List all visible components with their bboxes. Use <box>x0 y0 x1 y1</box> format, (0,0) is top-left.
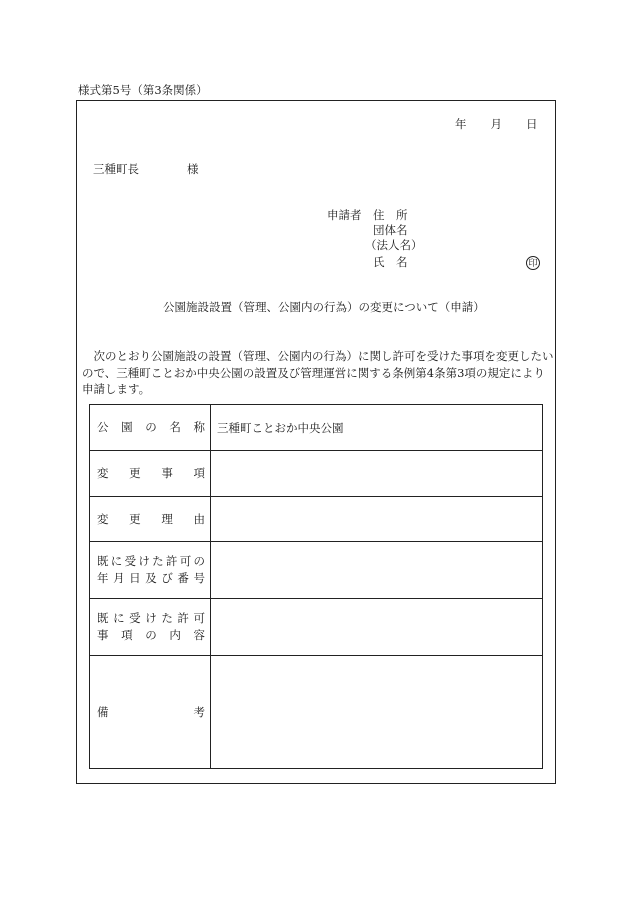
change-reason-field[interactable] <box>211 497 543 542</box>
row-label <box>90 451 211 497</box>
body-line: 次のとおり公園施設の設置（管理、公園内の行為）に関し許可を受けた事項を変更したい <box>82 349 554 363</box>
label-char: 項 <box>193 466 205 480</box>
form-number: 様式第5号（第3条関係） <box>78 83 208 97</box>
label-char: の <box>145 628 157 642</box>
body-line: ので、三種町ことおか中央公園の設置及び管理運営に関する条例第4条第3項の規定により <box>82 365 545 380</box>
table-row-remarks <box>90 656 543 769</box>
label-char: 変 <box>97 466 109 480</box>
label-char: 既 <box>97 611 109 625</box>
address-label: 住 所 <box>373 208 408 222</box>
label-line <box>97 610 205 627</box>
row-label <box>90 599 211 656</box>
label-char: 既 <box>97 554 109 568</box>
applicant-label: 申請者 <box>327 208 362 222</box>
label-char: 事 <box>97 628 109 642</box>
label-char: 由 <box>193 511 205 526</box>
label-char: 可 <box>193 611 205 625</box>
label-char: 変 <box>97 511 109 526</box>
corporation-label: （法人名） <box>365 238 423 252</box>
label-char: け <box>138 554 150 568</box>
row-label <box>90 405 211 451</box>
label-char: 更 <box>129 511 141 526</box>
label-char: 許 <box>165 554 178 568</box>
label-char: 年 <box>97 571 109 585</box>
label-char: の <box>145 420 157 434</box>
label-char: 可 <box>179 554 192 568</box>
table-row-permit-date-number <box>90 542 543 599</box>
addressee-honorific: 様 <box>187 162 199 176</box>
label-char: け <box>145 611 157 625</box>
document-title: 公園施設設置（管理、公園内の行為）の変更について（申請） <box>163 300 485 314</box>
row-label <box>90 656 211 769</box>
row-label <box>90 497 211 542</box>
date-month-label: 月 <box>490 117 502 131</box>
label-char: 考 <box>193 704 205 719</box>
label-char: の <box>193 554 205 568</box>
label-char: 事 <box>161 466 173 480</box>
label-char: 許 <box>177 611 189 625</box>
row-label <box>90 542 211 599</box>
permit-date-number-field[interactable] <box>211 542 543 599</box>
label-char: 備 <box>97 704 109 719</box>
label-line <box>97 419 205 436</box>
park-name-value: 三種町ことおか中央公園 <box>211 405 543 451</box>
label-char: 名 <box>169 420 181 434</box>
label-char: 日 <box>129 571 141 585</box>
label-char: に <box>113 611 125 625</box>
details-table <box>89 404 543 769</box>
label-char: 号 <box>193 571 205 585</box>
label-char: び <box>161 571 173 585</box>
label-char: 更 <box>129 466 141 480</box>
label-char: 理 <box>161 511 173 526</box>
date-line <box>455 119 538 131</box>
seal-mark: 印 <box>526 256 540 270</box>
permit-content-field[interactable] <box>211 599 543 656</box>
label-char: 内 <box>169 628 181 642</box>
remarks-field[interactable] <box>211 656 543 769</box>
label-line <box>97 570 205 587</box>
label-line <box>97 553 205 570</box>
label-char: 容 <box>193 628 205 642</box>
label-char: 称 <box>193 420 205 434</box>
label-line <box>97 627 205 644</box>
organization-label: 団体名 <box>373 223 408 237</box>
addressee-name: 三種町長 <box>93 162 139 176</box>
date-year-label: 年 <box>455 117 467 131</box>
label-char: 園 <box>121 420 133 434</box>
label-char: 受 <box>124 554 137 568</box>
table-row-change-item <box>90 451 543 497</box>
label-char: 番 <box>177 571 189 585</box>
label-char: 及 <box>145 571 157 585</box>
change-item-field[interactable] <box>211 451 543 497</box>
body-paragraph <box>82 348 552 398</box>
label-char: に <box>110 554 123 568</box>
label-char: 項 <box>121 628 133 642</box>
label-char: 公 <box>97 420 109 434</box>
label-line <box>97 704 205 721</box>
table-row-permit-content <box>90 599 543 656</box>
label-line <box>97 511 205 528</box>
label-char: 月 <box>113 571 125 585</box>
label-char: 受 <box>129 611 141 625</box>
label-line <box>97 465 205 482</box>
table-row-park-name <box>90 405 543 451</box>
label-char: た <box>161 611 173 625</box>
name-label: 氏 名 <box>373 255 408 269</box>
table-row-change-reason <box>90 497 543 542</box>
date-day-label: 日 <box>526 117 538 131</box>
label-char: た <box>152 554 164 568</box>
body-line: 申請します。 <box>82 382 151 396</box>
